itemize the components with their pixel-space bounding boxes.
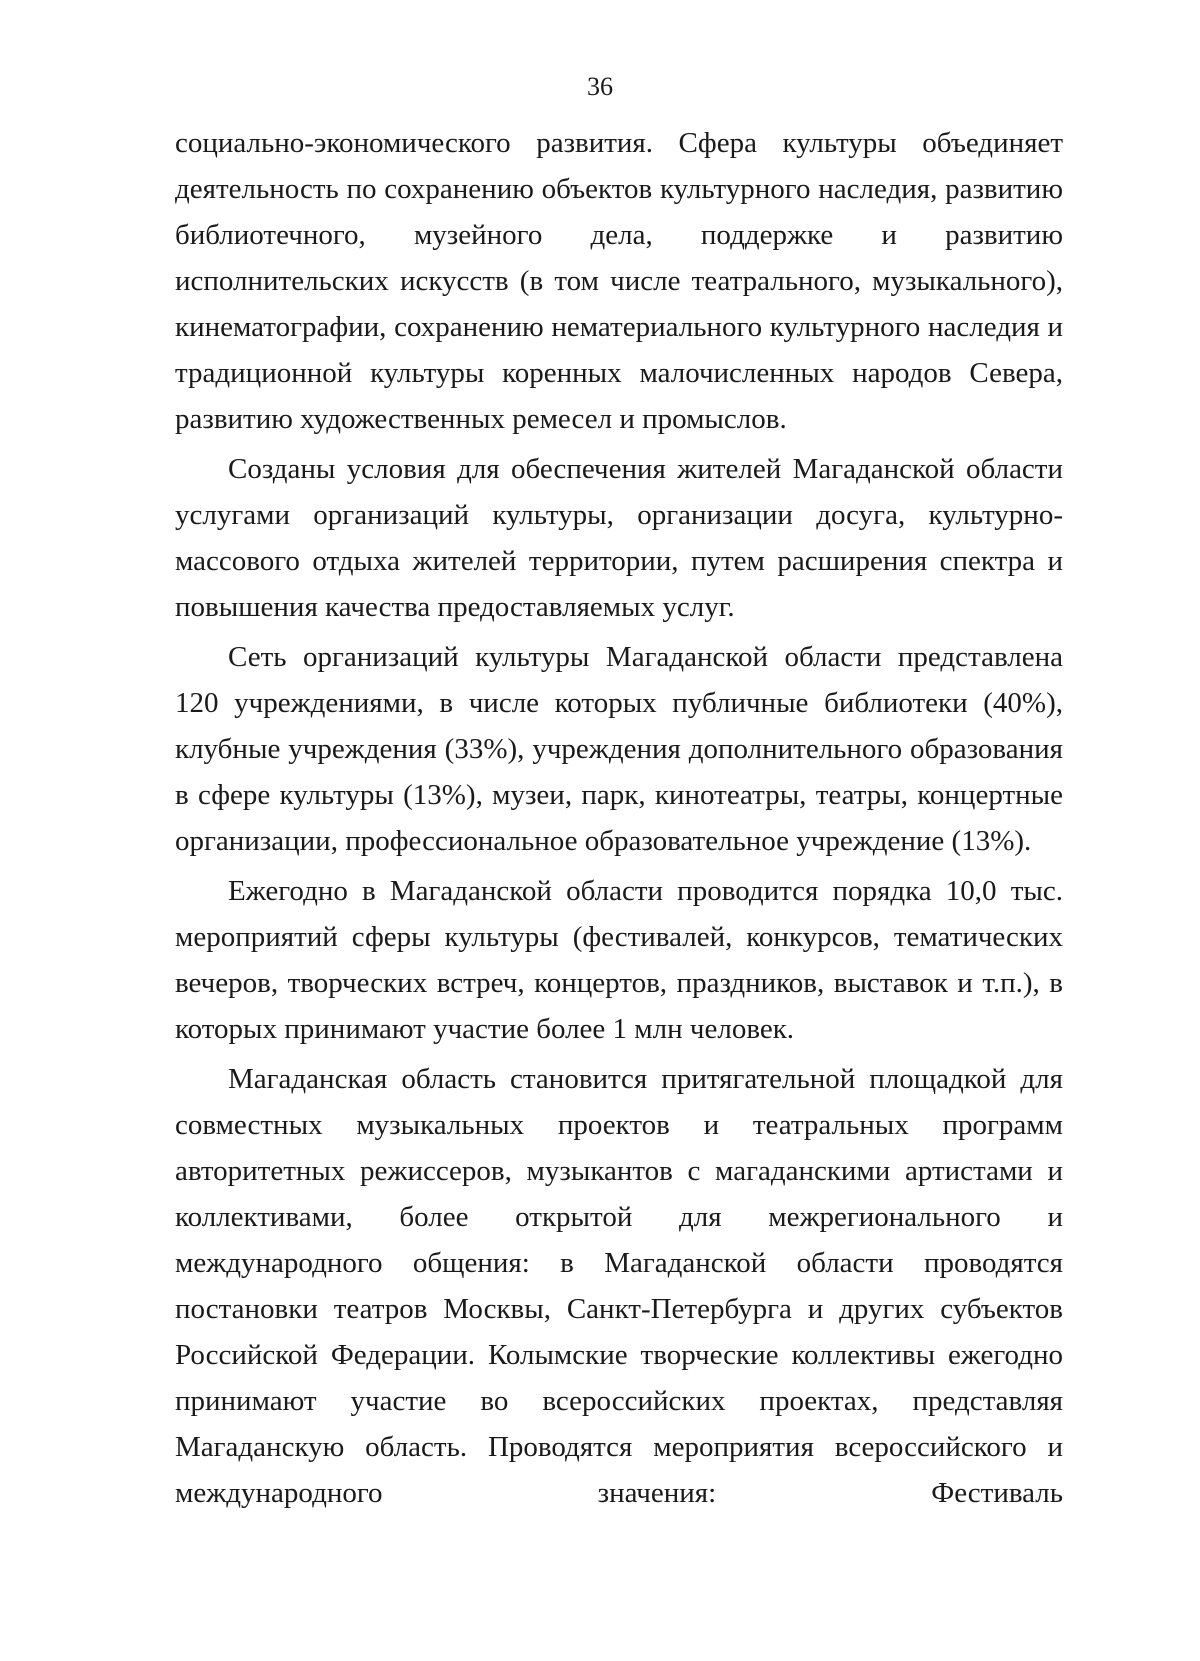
paragraph-4: Ежегодно в Магаданской области проводится порядка 10,0 тыс. мероприятий сферы культуры (фестивалей, конкурсов, тематических вечеров, творческих встреч, концертов, праздников, выставок и т.п.), в которых принимают участие более 1 млн человек.	[175, 875, 1063, 1045]
paragraph-2: Созданы условия для обеспечения жителей Магаданской области услугами организаций культуры, организации досуга, культурно-массового отдыха жителей территории, путем расширения спектра и повышения качества предоставляемых услуг.	[175, 453, 1063, 623]
paragraph-1: социально-экономического развития. Сфера культуры объединяет деятельность по сохранению объектов культурного наследия, развитию библиотечного, музейного дела, поддержке и развитию исполнительских искусств (в том числе театрального, музыкального), кинематографии, сохранению нематериального культурного наследия и традиционной культуры коренных малочисленных народов Севера, развитию художественных ремесел и промыслов.	[175, 127, 1063, 435]
paragraph-3: Сеть организаций культуры Магаданской области представлена 120 учреждениями, в числе которых публичные библиотеки (40%), клубные учреждения (33%), учреждения дополнительного образования в сфере культуры (13%), музеи, парк, кинотеатры, театры, концертные организации, профессиональное образовательное учреждение (13%).	[175, 641, 1063, 857]
body-text	[175, 120, 1063, 1516]
page-number: 36	[587, 72, 613, 101]
paragraph-5: Магаданская область становится притягательной площадкой для совместных музыкальных проектов и театральных программ авторитетных режиссеров, музыкантов с магаданскими артистами и коллективами, более открытой для межрегионального и международного общения: в Магаданской области проводятся постановки театров Москвы, Санкт-Петербурга и других субъектов Российской Федерации. Колымские творческие коллективы ежегодно принимают участие во всероссийских проектах, представляя Магаданскую область. Проводятся мероприятия всероссийского и международного значения: Фестиваль	[175, 1063, 1063, 1509]
